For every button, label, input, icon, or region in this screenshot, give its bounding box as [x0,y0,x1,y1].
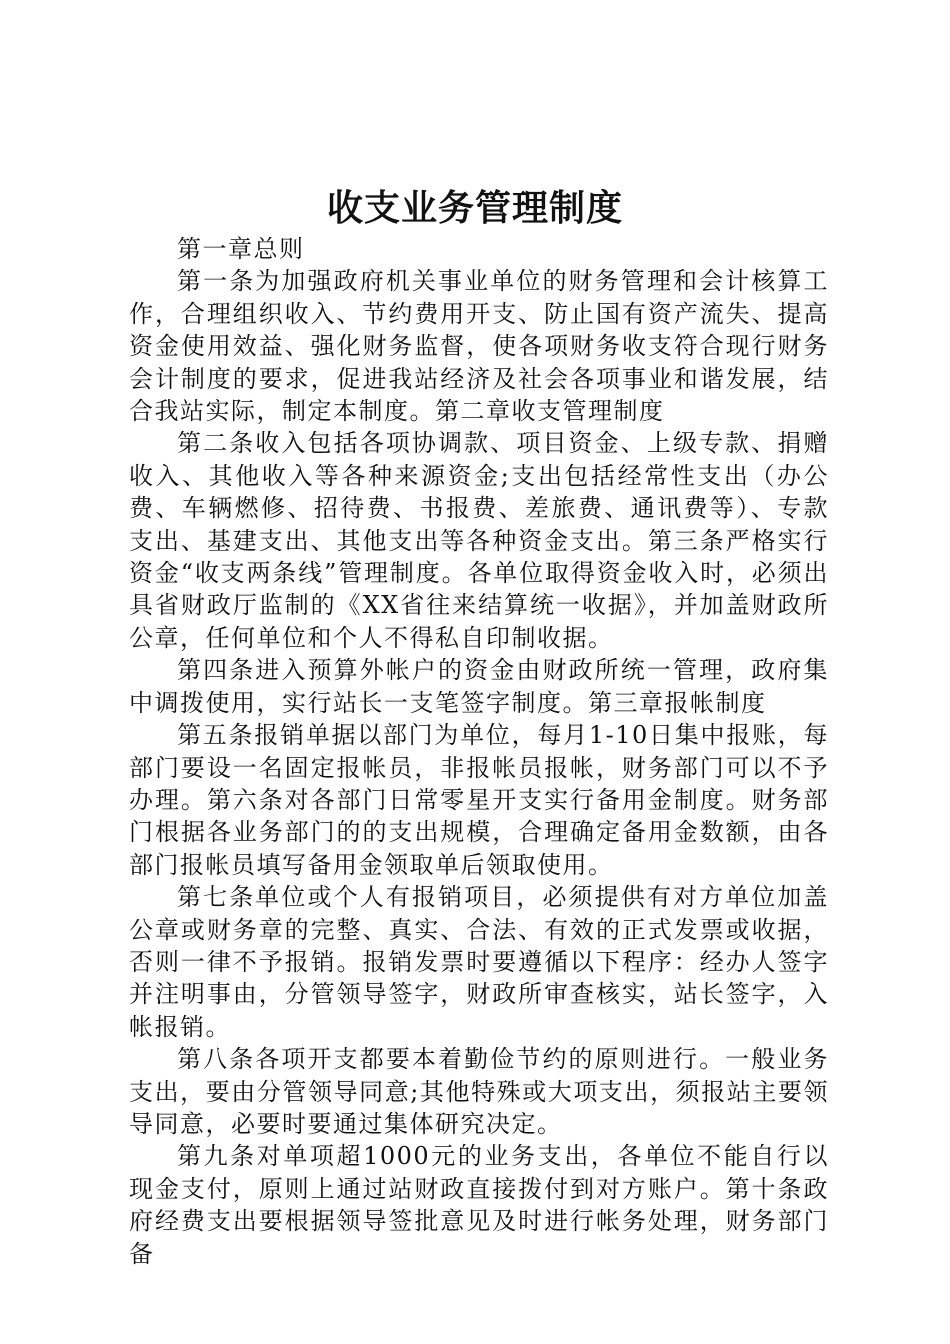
paragraph-article-9-10: 第九条对单项超1000元的业务支出，各单位不能自行以现金支付，原则上通过站财政直接拨付到对方账户。第十条政府经费支出要根据领导签批意见及时进行帐务处理，财务部门备 [129,1142,829,1268]
paragraph-article-8: 第八条各项开支都要本着勤俭节约的原则进行。一般业务支出，要由分管领导同意;其他特殊或大项支出，须报站主要领导同意，必要时要通过集体研究决定。 [129,1045,829,1138]
paragraph-article-7: 第七条单位或个人有报销项目，必须提供有对方单位加盖公章或财务章的完整、真实、合法、有效的正式发票或收据，否则一律不予报销。报销发票时要遵循以下程序：经办人签字并注明事由，分管领导签字，财政所审查核实，站长签字，入帐报销。 [129,883,829,1041]
paragraph-chapter-1-heading: 第一章总则 [177,235,305,263]
paragraph-article-2-3: 第二条收入包括各项协调款、项目资金、上级专款、捐赠收入、其他收入等各种来源资金;支出包括经常性支出（办公费、车辆燃修、招待费、书报费、差旅费、通讯费等）、专款支出、基建支出、其他支出等各种资金支出。第三条严格实行资金“收支两条线”管理制度。各单位取得资金收入时，必须出具省财政厅监制的《XX省往来结算统一收据》，并加盖财政所公章，任何单位和个人不得私自印制收据。 [129,429,829,652]
document-body [129,233,829,1270]
paragraph-article-5-6: 第五条报销单据以部门为单位，每月1-10日集中报账，每部门要设一名固定报帐员，非报帐员报帐，财务部门可以不予办理。第六条对各部门日常零星开支实行备用金制度。财务部门根据各业务部门的的支出规模，合理确定备用金数额，由各部门报帐员填写备用金领取单后领取使用。 [129,721,829,879]
paragraph-article-1: 第一条为加强政府机关事业单位的财务管理和会计核算工作，合理组织收入、节约费用开支、防止国有资产流失、提高资金使用效益、强化财务监督，使各项财务收支符合现行财务会计制度的要求，促进我站经济及社会各项事业和谐发展，结合我站实际，制定本制度。第二章收支管理制度 [129,267,829,426]
paragraph-article-4: 第四条进入预算外帐户的资金由财政所统一管理，政府集中调拨使用，实行站长一支笔签字制度。第三章报帐制度 [129,656,829,717]
document-title: 收支业务管理制度 [326,187,623,229]
